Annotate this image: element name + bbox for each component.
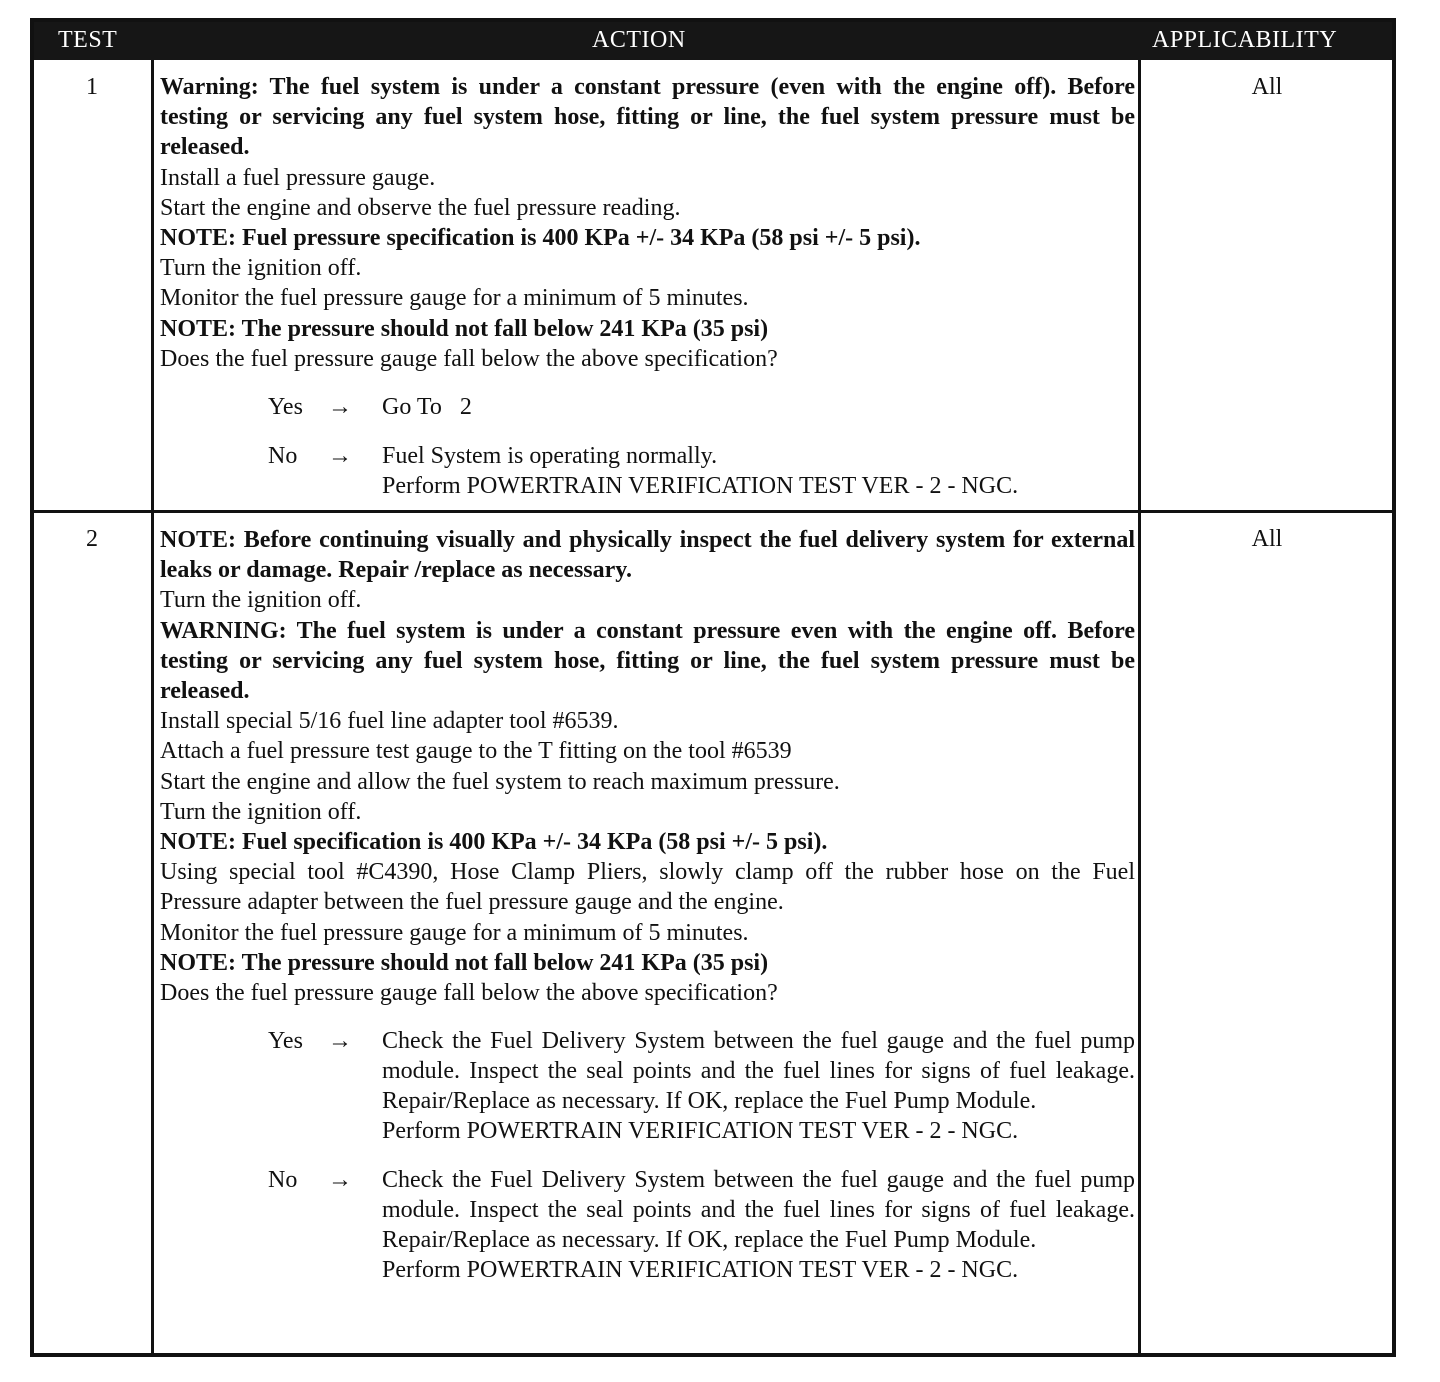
note-text: NOTE: The pressure should not fall below 241 KPa (35 psi) (160, 315, 769, 342)
arrow-icon: → (328, 394, 352, 421)
table-header (34, 22, 1392, 60)
row-divider (34, 510, 1392, 513)
step-text: Install a fuel pressure gauge. (160, 164, 436, 191)
yes-result (160, 392, 1135, 422)
action-cell (160, 72, 1135, 501)
step-text: Using special tool #C4390, Hose Clamp Pliers, slowly clamp off the rubber hose on the Fuel Pressure adapter between the fuel pressure gauge and the engine. (160, 859, 1135, 916)
step-text: Turn the ignition off. (160, 255, 362, 282)
question-text: Does the fuel pressure gauge fall below the above specification? (160, 980, 778, 1007)
applicability-value: All (1251, 74, 1283, 100)
perform-text: Perform POWERTRAIN VERIFICATION TEST VER - 2 - NGC. (382, 1118, 1019, 1145)
no-result (160, 441, 1135, 501)
applicability-value: All (1251, 526, 1283, 552)
no-text: Fuel System is operating normally. (382, 443, 718, 470)
no-text: Check the Fuel Delivery System between the fuel gauge and the fuel pump module. Inspect the seal points and the fuel lines for signs of fuel leakage. Repair/Replace as necessary. If OK, replace the Fuel Pump Module. (382, 1167, 1135, 1254)
yes-label: Yes (268, 1028, 303, 1055)
step-text: Install special 5/16 fuel line adapter tool #6539. (160, 708, 619, 735)
header-test: TEST (58, 27, 118, 53)
column-divider (151, 60, 154, 1357)
yes-result (160, 1026, 1135, 1146)
column-divider (1138, 60, 1141, 1357)
yes-text: Check the Fuel Delivery System between the fuel gauge and the fuel pump module. Inspect the seal points and the fuel lines for signs of fuel leakage. Repair/Replace as necessary. If OK, replace the Fuel Pump Module. (382, 1028, 1135, 1115)
warning-text: WARNING: The fuel system is under a constant pressure even with the engine off. Before testing or servicing any fuel system hose, fitting or line, the fuel system pressure must be released. (160, 617, 1135, 705)
step-text: Start the engine and observe the fuel pressure reading. (160, 194, 681, 221)
no-result (160, 1165, 1135, 1285)
arrow-icon: → (328, 443, 352, 470)
step-text: Monitor the fuel pressure gauge for a minimum of 5 minutes. (160, 919, 749, 946)
step-text: Turn the ignition off. (160, 587, 362, 614)
step-text: Attach a fuel pressure test gauge to the T fitting on the tool #6539 (160, 738, 792, 765)
perform-text: Perform POWERTRAIN VERIFICATION TEST VER - 2 - NGC. (382, 1257, 1019, 1284)
diagnostic-table (30, 18, 1396, 1357)
test-number: 2 (86, 526, 98, 552)
no-label: No (268, 443, 298, 470)
note-text: NOTE: Fuel specification is 400 KPa +/- 34 KPa (58 psi +/- 5 psi). (160, 829, 828, 856)
header-action: ACTION (592, 27, 686, 53)
question-text: Does the fuel pressure gauge fall below the above specification? (160, 345, 778, 372)
header-applicability: APPLICABILITY (1152, 27, 1338, 53)
note-text: NOTE: Fuel pressure specification is 400 KPa +/- 34 KPa (58 psi +/- 5 psi). (160, 225, 921, 252)
test-number: 1 (86, 74, 98, 100)
arrow-icon: → (328, 1167, 352, 1194)
yes-label: Yes (268, 394, 303, 421)
yes-text: Go To 2 (382, 394, 472, 421)
note-text: NOTE: Before continuing visually and physically inspect the fuel delivery system for external leaks or damage. Repair /replace as necessary. (160, 527, 1135, 584)
step-text: Turn the ignition off. (160, 798, 362, 825)
step-text: Monitor the fuel pressure gauge for a minimum of 5 minutes. (160, 285, 749, 312)
step-text: Start the engine and allow the fuel system to reach maximum pressure. (160, 768, 840, 795)
action-cell (160, 525, 1135, 1285)
note-text: NOTE: The pressure should not fall below 241 KPa (35 psi) (160, 949, 769, 976)
warning-text: Warning: The fuel system is under a constant pressure (even with the engine off). Before testing or servicing any fuel system hose, fitting or line, the fuel system pressure must be released. (160, 74, 1135, 161)
arrow-icon: → (328, 1028, 352, 1055)
no-label: No (268, 1167, 298, 1194)
perform-text: Perform POWERTRAIN VERIFICATION TEST VER - 2 - NGC. (382, 473, 1019, 500)
